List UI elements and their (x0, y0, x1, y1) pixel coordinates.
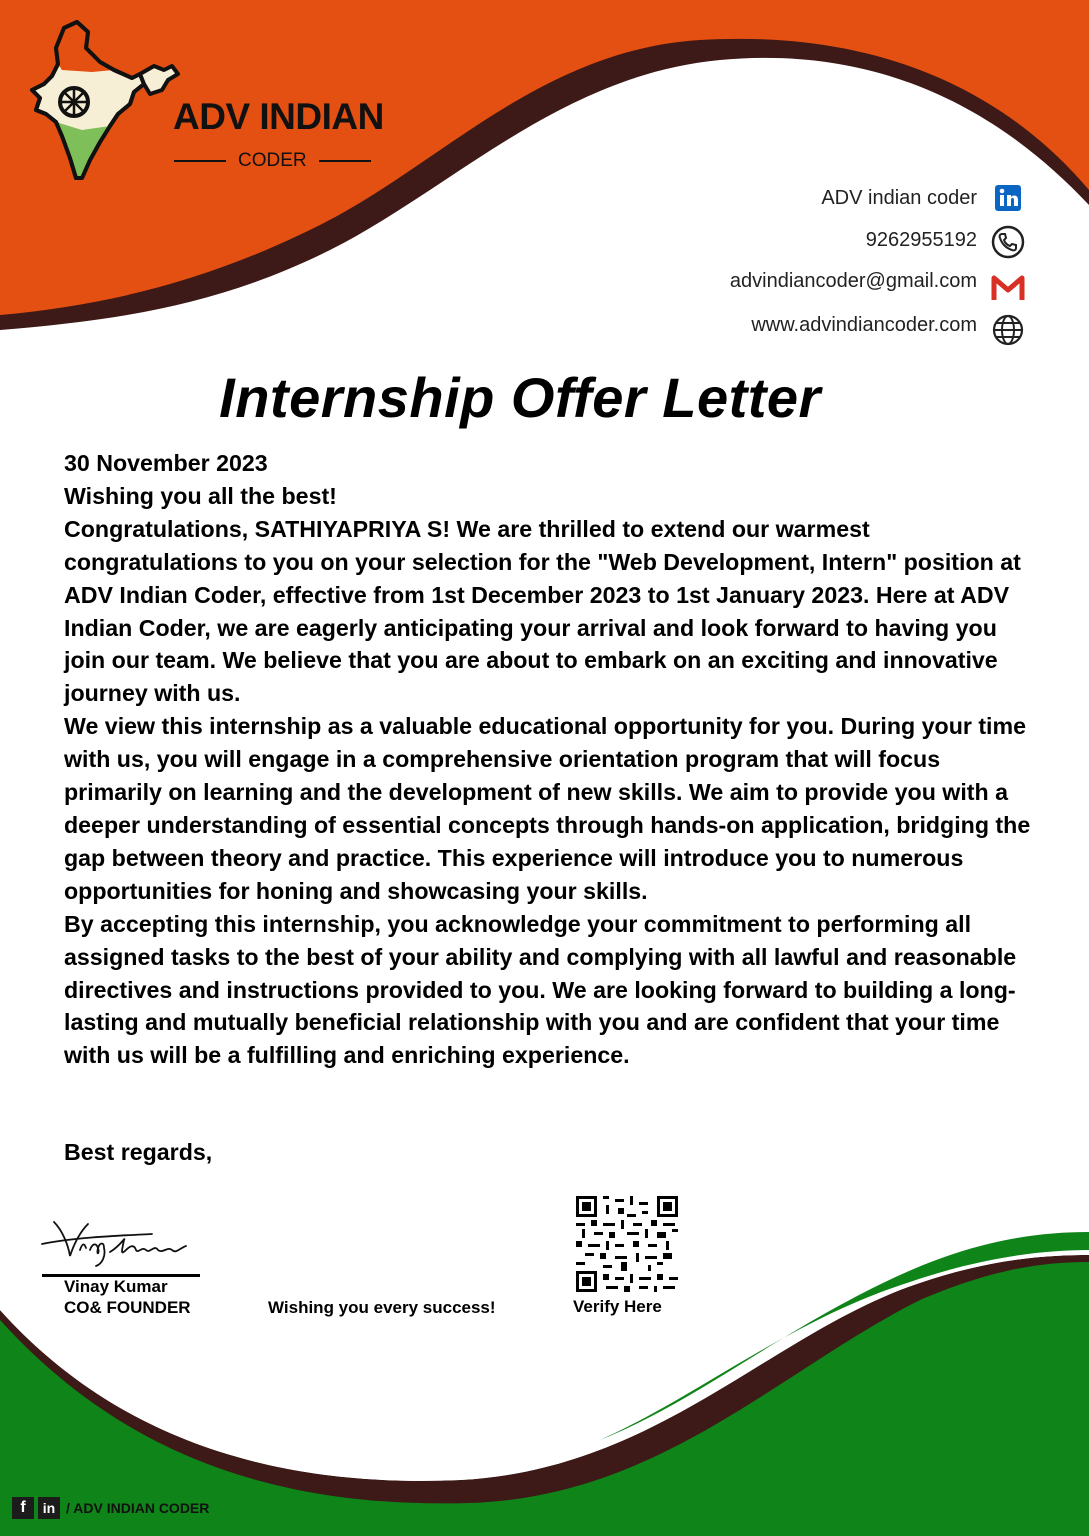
brand-subtitle (174, 150, 374, 172)
signatory-block (64, 1276, 191, 1318)
letter-paragraph: Congratulations, SATHIYAPRIYA S! We are thrilled to extend our warmest congratulations to you on your selection for the "Web Development, Intern" position at ADV Indian Coder, effective from 1st December 2023 to 1st January 2023. Here at ADV Indian Coder, we are eagerly anticipating your arrival and look forward to having you join our team. We believe that you are about to embark on an exciting and innovative journey with us. (64, 515, 1021, 707)
india-map-logo (22, 18, 182, 186)
facebook-icon[interactable]: f (12, 1497, 34, 1519)
contact-linkedin[interactable]: ADV indian coder (821, 187, 977, 209)
chakra-icon (60, 88, 88, 116)
brand-name: ADV INDIAN (173, 96, 384, 137)
letter-body (64, 447, 1034, 1072)
gmail-icon (990, 270, 1026, 306)
divider (319, 160, 371, 162)
letter-date: 30 November 2023 (64, 450, 268, 476)
footer-text: / ADV INDIAN CODER (66, 1500, 210, 1516)
phone-icon (990, 224, 1026, 260)
letter-paragraph: By accepting this internship, you acknowledge your commitment to performing all assigned tasks to the best of your ability and complying with all lawful and reasonable directives and instructions provided to you. We are looking forward to building a long-lasting and mutually beneficial relationship with you and are confident that your time with us will be a fulfilling and enriching experience. (64, 910, 1017, 1069)
divider (174, 160, 226, 162)
globe-icon (990, 312, 1026, 348)
signatory-role: CO& FOUNDER (64, 1298, 191, 1317)
letter-greeting: Wishing you all the best! (64, 482, 337, 509)
contact-website[interactable]: www.advindiancoder.com (751, 314, 977, 336)
brand-subtitle-text: CODER (238, 150, 307, 171)
verify-label[interactable]: Verify Here (573, 1297, 662, 1316)
footer-note: Wishing you every success! (268, 1298, 496, 1317)
letter-title: Internship Offer Letter (219, 366, 821, 429)
linkedin-icon (990, 180, 1026, 216)
footer (12, 1497, 209, 1519)
linkedin-icon[interactable]: in (38, 1497, 60, 1519)
contact-phone[interactable]: 9262955192 (865, 229, 977, 251)
qr-code[interactable] (576, 1196, 678, 1292)
signature-image (40, 1216, 192, 1272)
letter-paragraph: We view this internship as a valuable educational opportunity for you. During your time with us, you will engage in a comprehensive orientation program that will focus primarily on learning and the development of new skills. We aim to provide you with a deeper understanding of essential concepts through hands-on application, bridging the gap between theory and practice. This experience will introduce you to numerous opportunities for honing and showcasing your skills. (64, 713, 1031, 904)
signatory-name: Vinay Kumar (64, 1277, 168, 1296)
contact-email[interactable]: advindiancoder@gmail.com (729, 270, 977, 292)
letter-closing: Best regards, (64, 1139, 213, 1165)
